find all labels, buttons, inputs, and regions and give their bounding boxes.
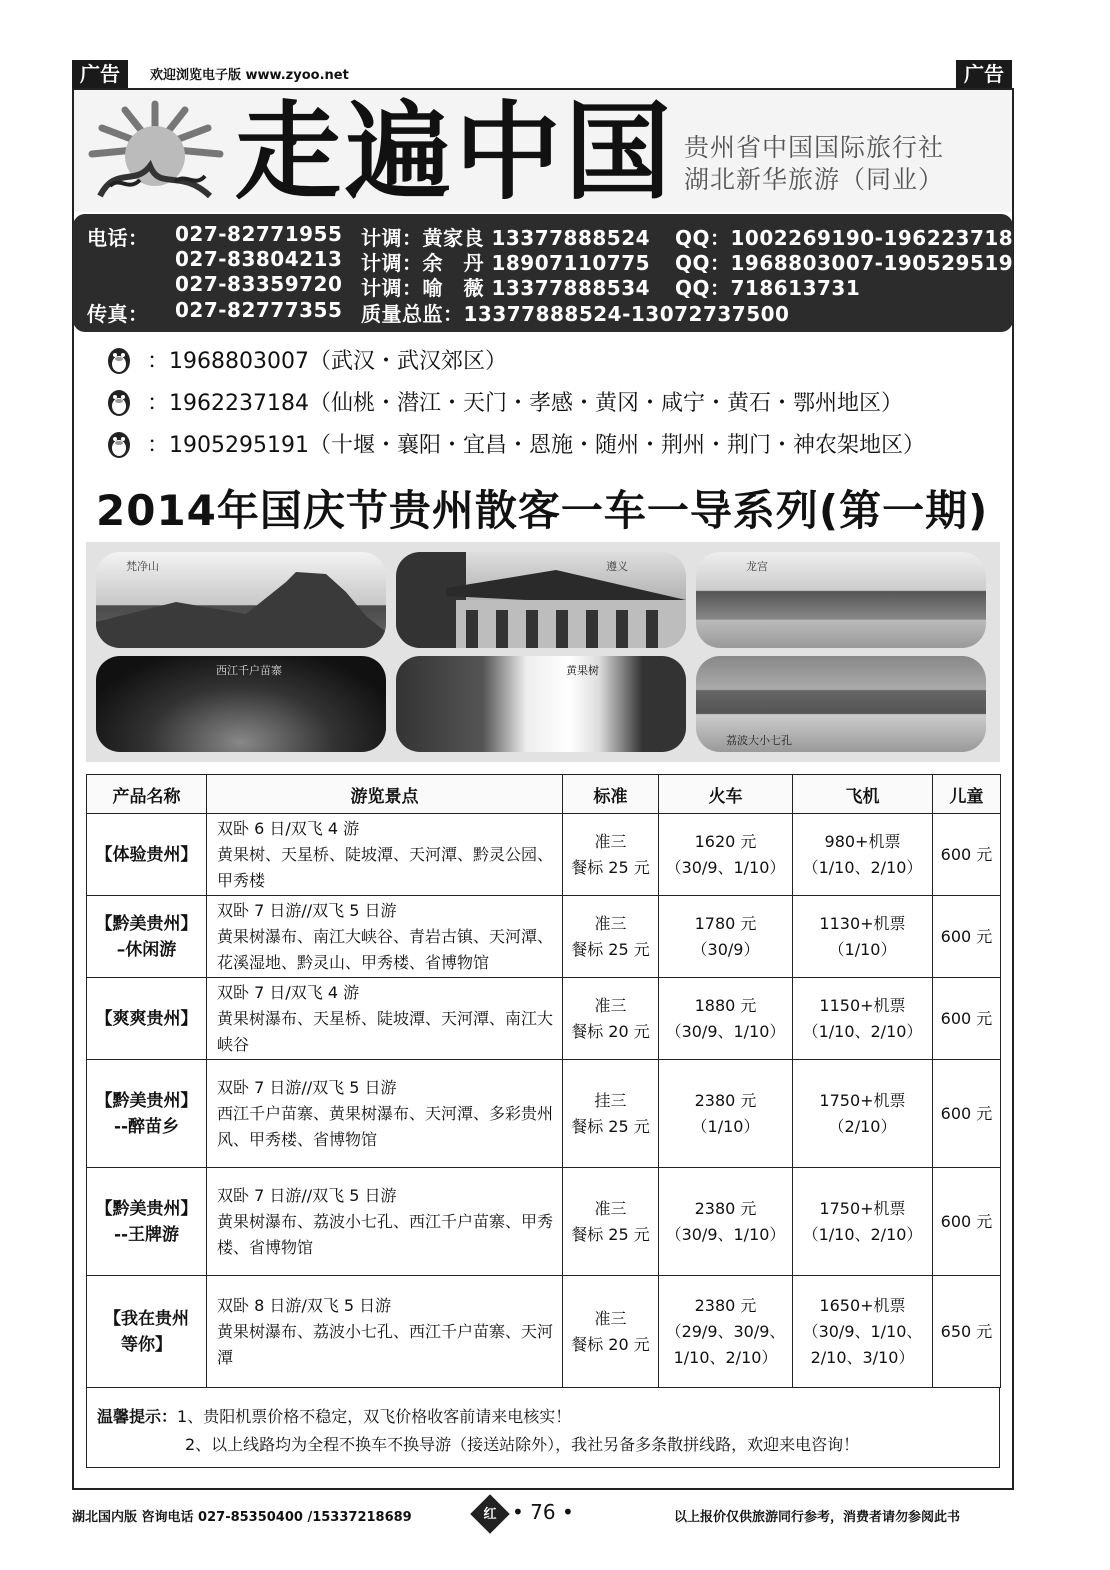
qq-contact: QQ：718613731 — [675, 276, 861, 300]
photo-strip — [86, 542, 1000, 762]
page-number: • 76 • — [512, 1500, 574, 1524]
tips-box — [86, 1388, 1000, 1468]
table-row — [87, 896, 1001, 978]
qq-line-text: ：1968803007（武汉・武汉郊区） — [147, 349, 507, 374]
qq-contact: QQ：1002269190-1962237184 — [675, 226, 1028, 250]
cell-std: 准三 餐标 20 元 — [563, 978, 659, 1060]
phone-number: 027-83804213 — [175, 247, 343, 271]
sun-logo-icon — [80, 96, 230, 206]
footer-left: 湖北国内版 咨询电话 027-85350400 /15337218689 — [72, 1510, 412, 1525]
tip-line: 2、以上线路均为全程不换车不换导游（接送站除外），我社另备多条散拼线路，欢迎来电咨询！ — [185, 1435, 860, 1454]
table-row — [87, 814, 1001, 896]
table-row — [87, 1168, 1001, 1276]
quality-supervisor: 质量总监：13377888524-13072737500 — [361, 302, 790, 326]
photo-fanjingshan — [96, 552, 386, 648]
cell-spots: 双卧 6 日/双飞 4 游 黄果树、天星桥、陡坡潭、天河潭、黔灵公园、甲秀楼 — [207, 814, 563, 896]
col-header: 产品名称 — [87, 775, 207, 814]
cell-child: 600 元 — [933, 896, 1001, 978]
photo-caption: 黄果树 — [566, 664, 599, 677]
photo-libo — [696, 656, 986, 752]
photo-caption: 西江千户苗寨 — [216, 664, 282, 677]
cell-std: 挂三 餐标 25 元 — [563, 1060, 659, 1168]
photo-longgong — [696, 552, 986, 648]
cell-std: 准三 餐标 25 元 — [563, 896, 659, 978]
phone-number: 027-83359720 — [175, 272, 343, 296]
cell-name: 【黔美贵州】 --王牌游 — [87, 1168, 207, 1276]
ad-tag-right: 广告 — [956, 60, 1012, 88]
cell-std: 准三 餐标 25 元 — [563, 1168, 659, 1276]
phone-label: 电话： — [87, 226, 149, 250]
table-row — [87, 1060, 1001, 1168]
cell-spots: 双卧 7 日游//双飞 5 日游 西江千户苗寨、黄果树瀑布、天河潭、多彩贵州风、甲秀楼、省博物馆 — [207, 1060, 563, 1168]
cell-name: 【黔美贵州】 –休闲游 — [87, 896, 207, 978]
table-row — [87, 1276, 1001, 1388]
cell-child: 600 元 — [933, 1060, 1001, 1168]
col-header: 飞机 — [793, 775, 933, 814]
cell-child: 600 元 — [933, 814, 1001, 896]
cell-plane: 980+机票 （1/10、2/10） — [793, 814, 933, 896]
cell-train: 2380 元 （30/9、1/10） — [659, 1168, 793, 1276]
col-header: 火车 — [659, 775, 793, 814]
cell-name: 【黔美贵州】 --醉苗乡 — [87, 1060, 207, 1168]
col-header: 标准 — [563, 775, 659, 814]
photo-caption: 荔波大小七孔 — [726, 734, 792, 747]
photo-huangguoshu — [396, 656, 686, 752]
qq-line — [105, 386, 903, 420]
fax-number: 027-82777355 — [175, 298, 343, 322]
cell-child: 600 元 — [933, 978, 1001, 1060]
cell-train: 1780 元 （30/9） — [659, 896, 793, 978]
photo-caption: 龙宫 — [746, 560, 768, 573]
footer-right: 以上报价仅供旅游同行参考，消费者请勿参阅此书 — [674, 1510, 961, 1525]
badge-text: 红 — [483, 1507, 497, 1522]
col-header: 儿童 — [933, 775, 1001, 814]
cell-spots: 双卧 7 日游//双飞 5 日游 黄果树瀑布、荔波小七孔、西江千户苗寨、甲秀楼、省博物馆 — [207, 1168, 563, 1276]
photo-xijiang — [96, 656, 386, 752]
agency-name-2: 湖北新华旅游（同业） — [684, 165, 945, 194]
cell-train: 1620 元 （30/9、1/10） — [659, 814, 793, 896]
cell-spots: 双卧 8 日游/双飞 5 日游 黄果树瀑布、荔波小七孔、西江千户苗寨、天河潭 — [207, 1276, 563, 1388]
planner-contact: 计调：喻 薇 13377888534 — [361, 276, 651, 300]
qq-line — [105, 344, 507, 378]
cell-plane: 1750+机票 （1/10、2/10） — [793, 1168, 933, 1276]
cell-name: 【体验贵州】 — [87, 814, 207, 896]
cell-child: 650 元 — [933, 1276, 1001, 1388]
cell-plane: 1150+机票 （1/10、2/10） — [793, 978, 933, 1060]
table-body — [87, 814, 1001, 1388]
qq-line-text: ：1905295191（十堰・襄阳・宜昌・恩施・随州・荆州・荆门・神农架地区） — [147, 433, 925, 458]
agency-name-1: 贵州省中国国际旅行社 — [684, 133, 945, 162]
table-row — [87, 978, 1001, 1060]
qq-penguin-icon — [105, 345, 133, 375]
contact-strip — [73, 214, 1028, 332]
photo-caption: 遵义 — [606, 560, 628, 573]
cell-child: 600 元 — [933, 1168, 1001, 1276]
site-url-text[interactable]: 欢迎浏览电子版 www.zyoo.net — [150, 68, 349, 83]
fax-label: 传真： — [87, 302, 149, 326]
cell-plane: 1130+机票 （1/10） — [793, 896, 933, 978]
qq-line-text: ：1962237184（仙桃・潜江・天门・孝感・黄冈・咸宁・黄石・鄂州地区） — [147, 391, 903, 416]
cell-spots: 双卧 7 日/双飞 4 游 黄果树瀑布、天星桥、陡坡潭、天河潭、南江大峡谷 — [207, 978, 563, 1060]
routes-table — [86, 774, 1001, 1388]
table-header-row — [87, 775, 1001, 814]
cell-train: 2380 元 （1/10） — [659, 1060, 793, 1168]
photo-caption: 梵净山 — [126, 560, 159, 573]
qq-line — [105, 428, 925, 462]
planner-contact: 计调：余 丹 18907110775 — [361, 251, 651, 275]
cell-train: 2380 元 （29/9、30/9、 1/10、2/10） — [659, 1276, 793, 1388]
cell-plane: 1650+机票 （30/9、1/10、 2/10、3/10） — [793, 1276, 933, 1388]
cell-spots: 双卧 7 日游//双飞 5 日游 黄果树瀑布、南江大峡谷、青岩古镇、天河潭、花溪湿地、黔灵山、甲秀楼、省博物馆 — [207, 896, 563, 978]
cell-train: 1880 元 （30/9、1/10） — [659, 978, 793, 1060]
brand-title: 走遍中国 — [235, 89, 675, 214]
planner-contact: 计调：黄家良 13377888524 — [361, 226, 651, 250]
tip-line: 1、贵阳机票价格不稳定，双飞价格收客前请来电核实！ — [177, 1407, 572, 1426]
col-header: 游览景点 — [207, 775, 563, 814]
photo-zunyi — [396, 552, 686, 648]
qq-contact: QQ：1968803007-1905295191 — [675, 251, 1028, 275]
ad-tag-left: 广告 — [72, 60, 128, 88]
cell-plane: 1750+机票 （2/10） — [793, 1060, 933, 1168]
tips-label: 温馨提示： — [97, 1407, 178, 1426]
cell-std: 准三 餐标 20 元 — [563, 1276, 659, 1388]
cell-std: 准三 餐标 25 元 — [563, 814, 659, 896]
phone-number: 027-82771955 — [175, 222, 343, 246]
cell-name: 【爽爽贵州】 — [87, 978, 207, 1060]
qq-penguin-icon — [105, 387, 133, 417]
qq-penguin-icon — [105, 429, 133, 459]
cell-name: 【我在贵州 等你】 — [87, 1276, 207, 1388]
headline: 2014年国庆节贵州散客一车一导系列(第一期) — [96, 486, 989, 535]
